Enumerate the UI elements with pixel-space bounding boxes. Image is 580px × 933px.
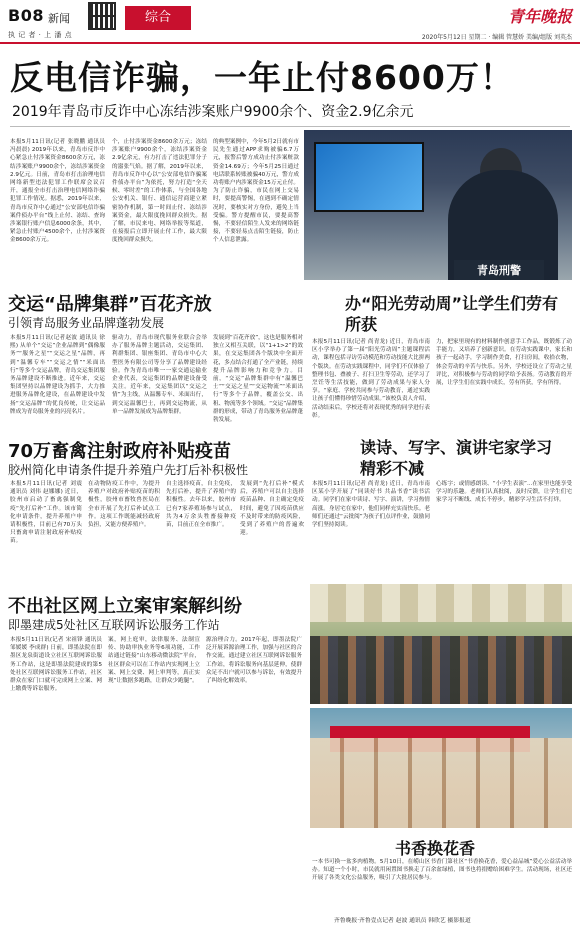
section-tag: 综合 [125, 6, 191, 30]
story2-headline: 交运“品牌集群”百花齐放 [8, 294, 212, 315]
story6-subheadline: 即墨建成5处社区互联网诉讼服务工作站 [8, 618, 220, 632]
story6-headline: 不出社区网上立案审案解纠纷 [8, 596, 242, 617]
story5-col4: 发展到“先打后补”模式后，养殖户可以自主选择疫苗品种、自主确定免疫时间，避免了因疫苗供应不及时带来的防疫风险，受到了养殖户的普遍欢迎。 [240, 481, 304, 537]
story3-col1: 本报5月11日讯(记者 尚青龙) 近日，青岛市南区小学举办了第一届“阳光劳动周”主题课程活动，课程包括寻访劳动模范和劳动技能大比拼两个版块。在劳动实践课程中，同学们不仅体验了整理书包、叠被子、打扫卫生等劳动，还学习了烹饪等生活技能，做到了劳动成果与家人分享。“家庭、学校共同参与劳动教育，通过实践让孩子们懂得珍惜劳动成果。”该校负责人介绍，活动结束后，学校还将对表现优秀的同学进行表彰。 [312, 339, 430, 419]
story5-col2: 在动物防疫工作中，为提升养殖户对政府补贴疫苗的积极性，胶州市畜牧兽医局在全市开展了先打后补试点工作。这项工作既能减轻政府负担，又能方便养殖户。 [88, 481, 160, 529]
crowd [310, 636, 572, 704]
header-divider [0, 42, 580, 44]
story6-col1: 本报5月11日讯(记者 宋祖锋 通讯员 邹媛媛 李成群) 日前，即墨法院在即墨区龙泉街道设立社区互联网诉讼服务工作站，这是即墨法院建成的第5处社区互联网诉讼服务工作站，社区群众在家门口就可完成网上立案、网上缴费等诉讼服务。 [10, 637, 102, 693]
story4-col2: 心练字；或情感朗读、“小学生表演”...在家里也能享受学习的乐趣。老师们认真批阅，及时反馈，让学生们宅家学习不断线、成长不停步，精彩学习生活不打烊。 [436, 481, 572, 504]
story4-headline: 读诗、写字、演讲宅家学习精彩不减 [360, 438, 553, 478]
main-story-col3: 的典型案例中，今年5月2日就有市民先生通过APP求购被骗6.7万元，报警后警方成功止付涉案赃款资金14.69万；今年5月25日通过电话联系转账被骗40万元，警方成功将账户内涉案资金15万元止付。为了防止诈骗，市民在网上交易时，要提高警惕，在遇到不确定情况时，要核实对方身份，避免上当受骗。警方提醒市民，要提高警惕，不要轻信陌生人发来的网络链接，不要轻易点击陌生链接，防止个人信息泄露。 [213, 139, 299, 244]
market-photo [310, 584, 572, 704]
story6-col2: 案，网上庭审，法律服务、法制宣传、协助审执业务等6项功能，工作站通过链接“山东移动微法院”平台，社区群众可以在工作站内实现网上立案、网上交费、网上审判等，真正实现“让数据多跑路，让群众少跑腿”。 [108, 637, 200, 685]
story2-col2: 驱动力，青岛市现代服务业联合会举办了服务品牌主题活动，交运集团、利群集团、银座集团、青岛市中心大型医务有限公司等分享了品牌建设经验。作为青岛市唯一一家交通运输业企业代表，交运集团的品牌建设备受关注。近年来，交运集团以“交运之情”为主线，从温馨专车、米面出行，到交运温馨巴士，再到交运物流，从单一品牌发展成为品牌集群。 [112, 335, 207, 415]
police-badge-text: 青岛刑警 [454, 260, 544, 280]
story3-headline: 办“阳光劳动周”让学生们劳有所获 [345, 294, 559, 334]
story2-col1: 本报5月11日讯(记者赵波 通讯员 徐熙) 从单个“交运”企业品牌到“偶像服务”“服务之星”“交运之星”品牌，再到“温馨专车”“交运之情”“米面出行”等多个交运品牌，青岛交运集团服务品牌建设不断推进。近年来，交运集团坚持以品牌建设为抓手，大力推进服务品牌化建设，在品牌建设中发扬“交运品牌”的优良传统，让交运品牌成为青岛服务业的闪亮名片。 [10, 335, 105, 415]
police-photo [304, 130, 572, 280]
story7-credit: 齐鲁晚报·齐鲁壹点记者 赵波 通讯员 韩欣艺 摄影报道 [334, 918, 471, 924]
story2-col3: 发展到“百花齐放”，这也是服务相对独立又相互关联，以“1+1>2”的效果，在交运集团各个版块中全面开花，多点结合打通了全产业链，持续提升品牌影响力和竞争力。目前，“交运”品牌集群中有“温馨巴士”“交运之星”“交运物流”“米面出行”等多个子品牌，覆盖公交、出租、物流等多个领域。“交运”品牌集群的形成，带动了青岛服务业品牌蓬勃发展。 [213, 335, 303, 424]
main-headline: 反电信诈骗，一年止付8600万！ [10, 58, 514, 97]
story4-col1: 本报5月11日讯(记者 尚青龙) 近日，青岛市南区某小学开展了“同读好书 共品书香”读书活动。同学们在家中读诗、写字、演讲，学习热情高涨。身居宅在家中，他们同样充实而快乐。老师们还通过“云批阅”为孩子们点评作业，鼓励同学们坚持阅读。 [312, 481, 430, 529]
story2-subheadline: 引领青岛服务业品牌蓬勃发展 [8, 316, 165, 330]
date-editor-line: 2020年5月12日 星期二 · 编辑 管慧娇 美编/组版 刘英杰 [421, 34, 572, 41]
book-tables [310, 738, 572, 828]
story3-col2: 力，把家里现有的材料制作创意手工作品，既锻炼了动手能力，又培养了创新意识。在劳动实践课中，家长和孩子一起动手，学习制作美食，打扫房间，收拾衣物，体会劳动的辛苦与快乐。另外，学校还设立了劳动之星评比，对积极参与劳动的同学给予表扬。劳动教育的开展，让学生们在实践中成长，劳有所获，学有所得。 [436, 339, 572, 387]
story5-col1: 本报5月11日讯(记者 刘震 通讯员 刘伟 赵娜娜) 近日，胶州市启动了畜禽强制免疫“先打后补”工作。该市简化申请条件，提升养殖户申请积极性，目前已有70万头只畜禽申请注射政府补贴疫苗。 [10, 481, 82, 545]
qr-code-icon [88, 2, 116, 30]
masthead [0, 0, 580, 44]
story6-col3: 源治理合力。2017年起，即墨法院广泛开展诉源治理工作，加强与社区的合作交流，通过建立社区互联网诉讼服务工作站，将诉讼服务向基层延伸，使群众足不出户就可以参与诉讼，有效提升了纠纷化解效率。 [206, 637, 302, 685]
book-exchange-photo [310, 708, 572, 828]
section-name: 新闻 [48, 12, 70, 25]
tent-canopy [310, 584, 572, 622]
story7-body: 一本书可换一盆多肉植物。5月10日，在崂山区书香门第社区“书香换花香，爱心益品城”爱心公益活动举办。知道一个小时，市民就用闲置图书换走了百余盆绿植，图书也将捐赠给困难学生。活动现场，社区还开展了各类文化公益服务，吸引了大批居民参与。 [312, 859, 572, 882]
newspaper-logo: 青年晚报 [507, 7, 572, 26]
story7-headline: 书香换花香 [395, 839, 476, 858]
main-story-col2: 个，止付涉案资金8600余万元；冻结涉案账户9900余个，冻结涉案资金2.9亿余元，有力打击了违法犯罪分子的嚣张气焰。据了解，2019年以来，青岛市反诈中心以“公安部电信诈骗案件侦办平台”为依托，努力打造“全天候、零时差”的工作体系，与全国各地公安机关、银行、通信运营商建立紧密协作机制，第一时间止付、冻结涉案资金，最大限度挽回群众损失。据了解，市民来电、网络举报等渠道，在接报后立即开展止付工作，最大限度挽回群众损失。 [112, 139, 207, 244]
monitor-screen [314, 142, 424, 212]
headline-divider [10, 126, 570, 127]
story5-subheadline: 胶州简化申请条件提升养殖户先打后补积极性 [8, 463, 249, 477]
main-story-col1: 本报5月11日讯(记者 张晓鹏 通讯员 冯晨晨) 2019年以来，青岛市反诈中心紧急止付涉案资金8600余万元，冻结涉案账户9900余个，冻结涉案资金2.9亿元。日前，青岛市打击治理电信网络新型违法犯罪工作联席会议召开，通报全市打击治理电信网络诈骗犯罪工作情况。据悉，2019年以来，青岛市反诈中心通过“公安部电信诈骗案件侦办平台”线上止付、冻结、查询涉案银行账户信息6000余条，其中，紧急止付账户4500余个，止付涉案资金8600余万元。 [10, 139, 105, 244]
story5-headline: 70万畜禽注射政府补贴疫苗 [8, 441, 232, 462]
page-number: B08 [8, 6, 44, 25]
editor-credits-left: 执 记 者 · 上 潘 点 [8, 31, 73, 39]
story5-col3: 自主选择疫苗，自主免疫，先打后补，提升了养殖户的积极性。去年以来，胶州市已有7家养殖场参与试点，共为4万余头牲畜接种疫苗，目前正在全市推广。 [166, 481, 236, 529]
main-subheadline: 2019年青岛市反诈中心冻结涉案账户9900余个、资金2.9亿余元 [12, 104, 414, 120]
